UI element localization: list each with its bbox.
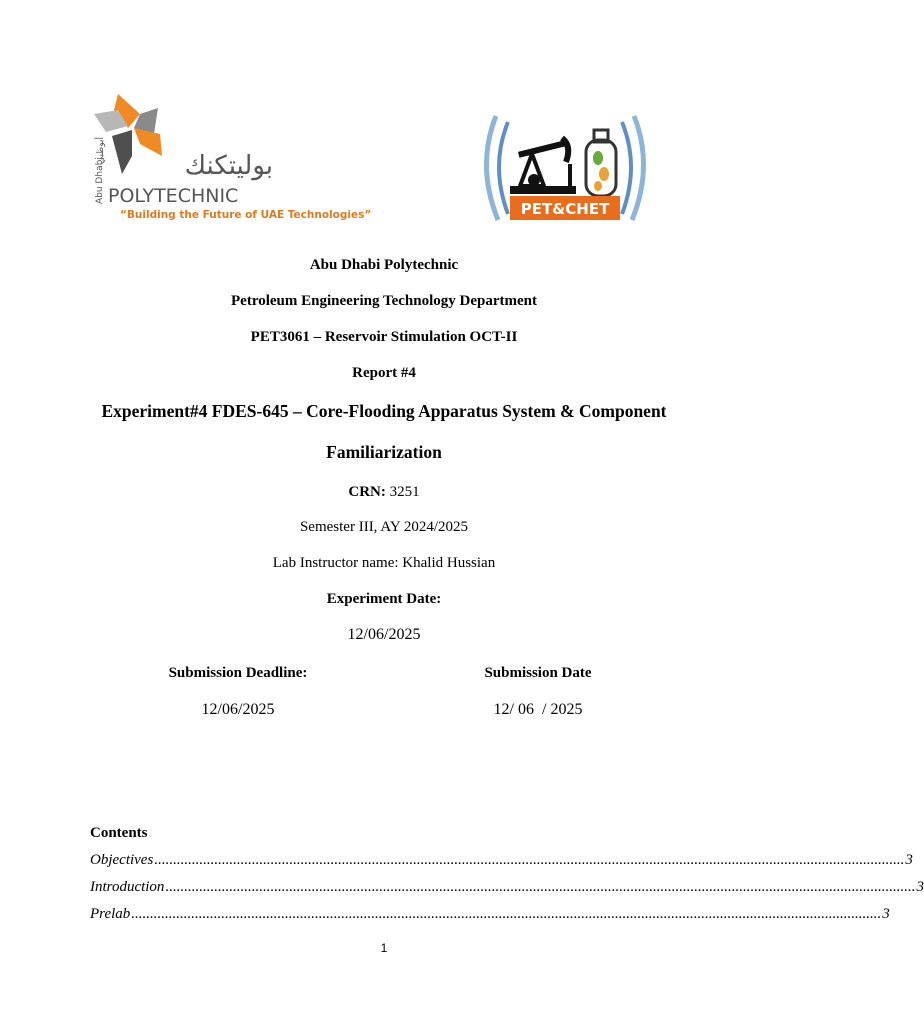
pet-chet-badge-text: PET&CHET <box>520 200 610 218</box>
toc-entry-label: Objectives <box>90 852 154 868</box>
polytechnic-name-text: POLYTECHNIC <box>108 185 239 207</box>
page-number: 1 <box>380 941 388 955</box>
toc-entry-page: 3 <box>916 879 924 895</box>
experiment-title-line1: Experiment#4 FDES-645 – Core-Flooding Apparatus System & Component <box>101 401 667 421</box>
experiment-title-line2: Familiarization <box>326 442 442 462</box>
submission-deadline-label: Submission Deadline: <box>168 665 308 681</box>
tagline-text: “Building the Future of UAE Technologies” <box>120 209 372 221</box>
experiment-date-label: Experiment Date: <box>326 591 442 607</box>
report-number: Report #4 <box>352 365 416 381</box>
course-title: PET3061 – Reservoir Stimulation OCT-II <box>250 329 518 345</box>
crn-label: CRN: <box>348 484 386 500</box>
pet-chet-logo <box>474 108 656 226</box>
vertical-arabic-text: أبوظبي <box>96 136 106 164</box>
crn-line <box>0 484 768 501</box>
contents-heading: Contents <box>90 825 148 841</box>
institution-name: Abu Dhabi Polytechnic <box>309 257 459 273</box>
instructor-line: Lab Instructor name: Khalid Hussian <box>272 555 496 571</box>
toc-entry-prelab[interactable] <box>90 906 890 923</box>
toc-leader-dots <box>131 906 881 923</box>
department-name: Petroleum Engineering Technology Department <box>231 293 537 309</box>
toc-entry-label: Prelab <box>90 906 131 922</box>
toc-entry-label: Introduction <box>90 879 165 895</box>
polytechnic-logo <box>88 92 372 227</box>
toc-entry-objectives[interactable] <box>90 852 913 869</box>
toc-entry-page: 3 <box>905 852 913 868</box>
submission-date-value: 12/ 06 / 2025 <box>493 701 583 718</box>
toc-leader-dots <box>154 852 904 869</box>
toc-entry-introduction[interactable] <box>90 879 924 896</box>
submission-date-label: Submission Date <box>484 665 592 681</box>
toc-entry-page: 3 <box>882 906 890 922</box>
crn-value: 3251 <box>385 484 420 500</box>
submission-deadline-value: 12/06/2025 <box>201 701 275 718</box>
vertical-english-text: Abu Dhabi <box>95 157 105 204</box>
arabic-name-text: بوليتكنك <box>184 151 273 181</box>
experiment-date-value: 12/06/2025 <box>347 626 421 643</box>
toc-leader-dots <box>165 879 915 896</box>
semester-line: Semester III, AY 2024/2025 <box>299 519 469 535</box>
